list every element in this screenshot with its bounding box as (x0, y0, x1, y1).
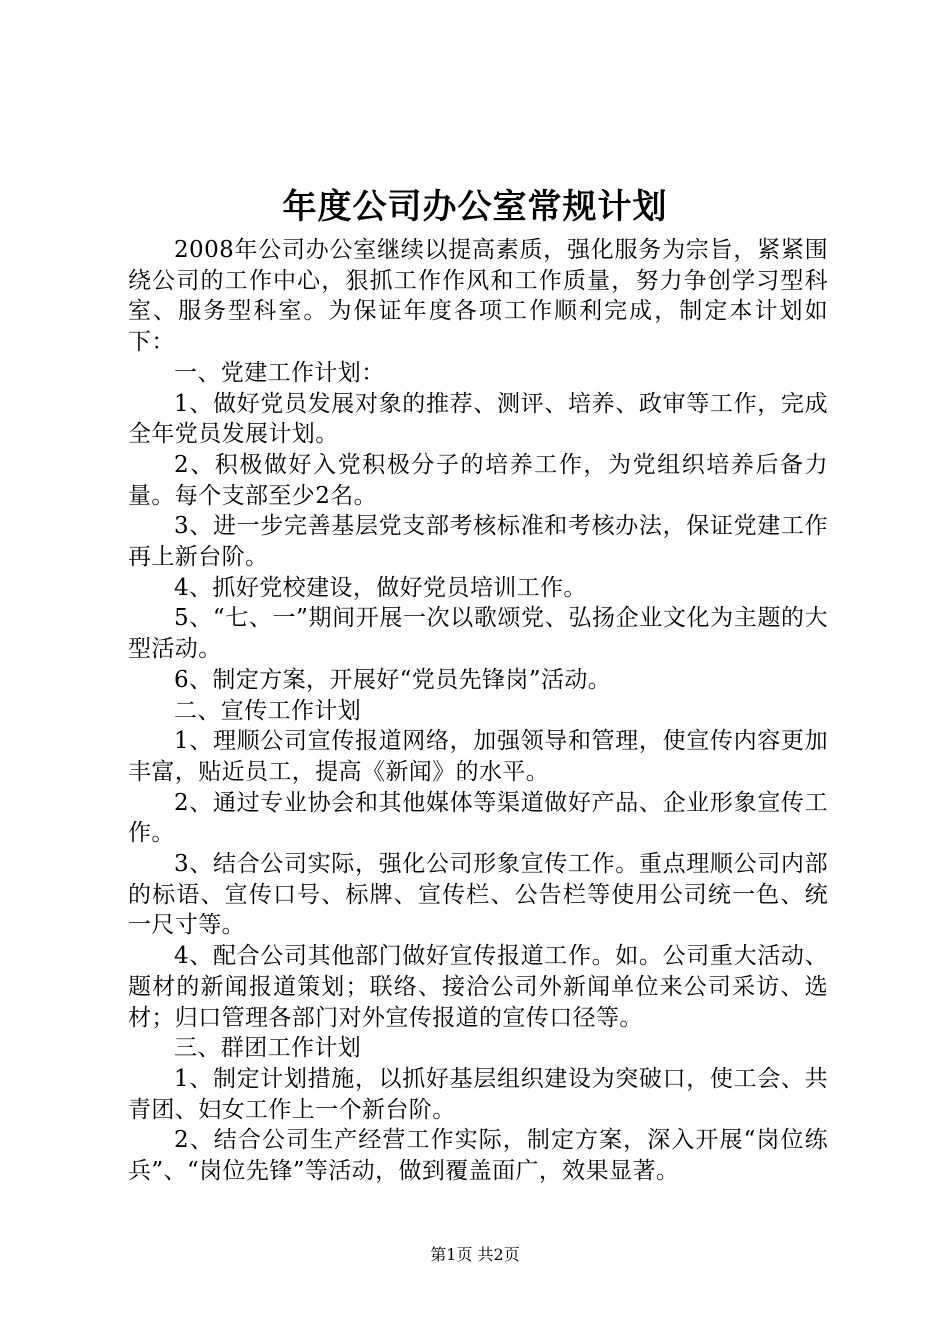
paragraph-item: 6、制定方案，开展好“党员先锋岗”活动。 (174, 666, 612, 693)
paragraph-item: 1、制定计划措施，以抓好基层组织建设为突破口，使工会、共青团、妇女工作上一个新台阶。 (128, 1065, 828, 1123)
section-heading-mass-groups: 三、群团工作计划 (174, 1035, 362, 1062)
section-heading-publicity: 二、宣传工作计划 (174, 697, 362, 724)
paragraph-item: 5、“七、一”期间开展一次以歌颂党、弘扬企业文化为主题的大型活动。 (128, 605, 828, 663)
paragraph-item: 1、做好党员发展对象的推荐、测评、培养、政审等工作，完成全年党员发展计划。 (128, 390, 828, 448)
section-heading-party: 一、党建工作计划： (174, 359, 385, 386)
paragraph-item: 2、积极做好入党积极分子的培养工作，为党组织培养后备力量。每个支部至少2名。 (128, 451, 828, 509)
document-title: 年度公司办公室常规计划 (282, 187, 668, 227)
paragraph-item: 4、抓好党校建设，做好党员培训工作。 (174, 574, 587, 601)
paragraph-item: 1、理顺公司宣传报道网络，加强领导和管理，使宣传内容更加丰富，贴近员工，提高《新闻》的水平。 (128, 728, 828, 785)
paragraph-item: 3、结合公司实际，强化公司形象宣传工作。重点理顺公司内部的标语、宣传口号、标牌、宣传栏、公告栏等使用公司统一色、统一尺寸等。 (128, 851, 828, 939)
document-body (128, 235, 828, 1187)
paragraph-item: 3、进一步完善基层党支部考核标准和考核办法，保证党建工作再上新台阶。 (128, 513, 828, 571)
paragraph-item: 4、配合公司其他部门做好宣传报道工作。如。公司重大活动、题材的新闻报道策划；联络、接洽公司外新闻单位来公司采访、选材；归口管理各部门对外宣传报道的宣传口径等。 (128, 943, 828, 1031)
page-number-footer: 第1页 共2页 (430, 1245, 520, 1264)
paragraph-intro: 2008年公司办公室继续以提高素质，强化服务为宗旨，紧紧围绕公司的工作中心，狠抓工作作风和工作质量，努力争创学习型科室、服务型科室。为保证年度各项工作顺利完成，制定本计划如下： (128, 237, 828, 356)
paragraph-item: 2、通过专业协会和其他媒体等渠道做好产品、企业形象宣传工作。 (128, 789, 828, 847)
paragraph-item: 2、结合公司生产经营工作实际，制定方案，深入开展“岗位练兵”、“岗位先锋”等活动，做到覆盖面广，效果显著。 (128, 1127, 828, 1185)
